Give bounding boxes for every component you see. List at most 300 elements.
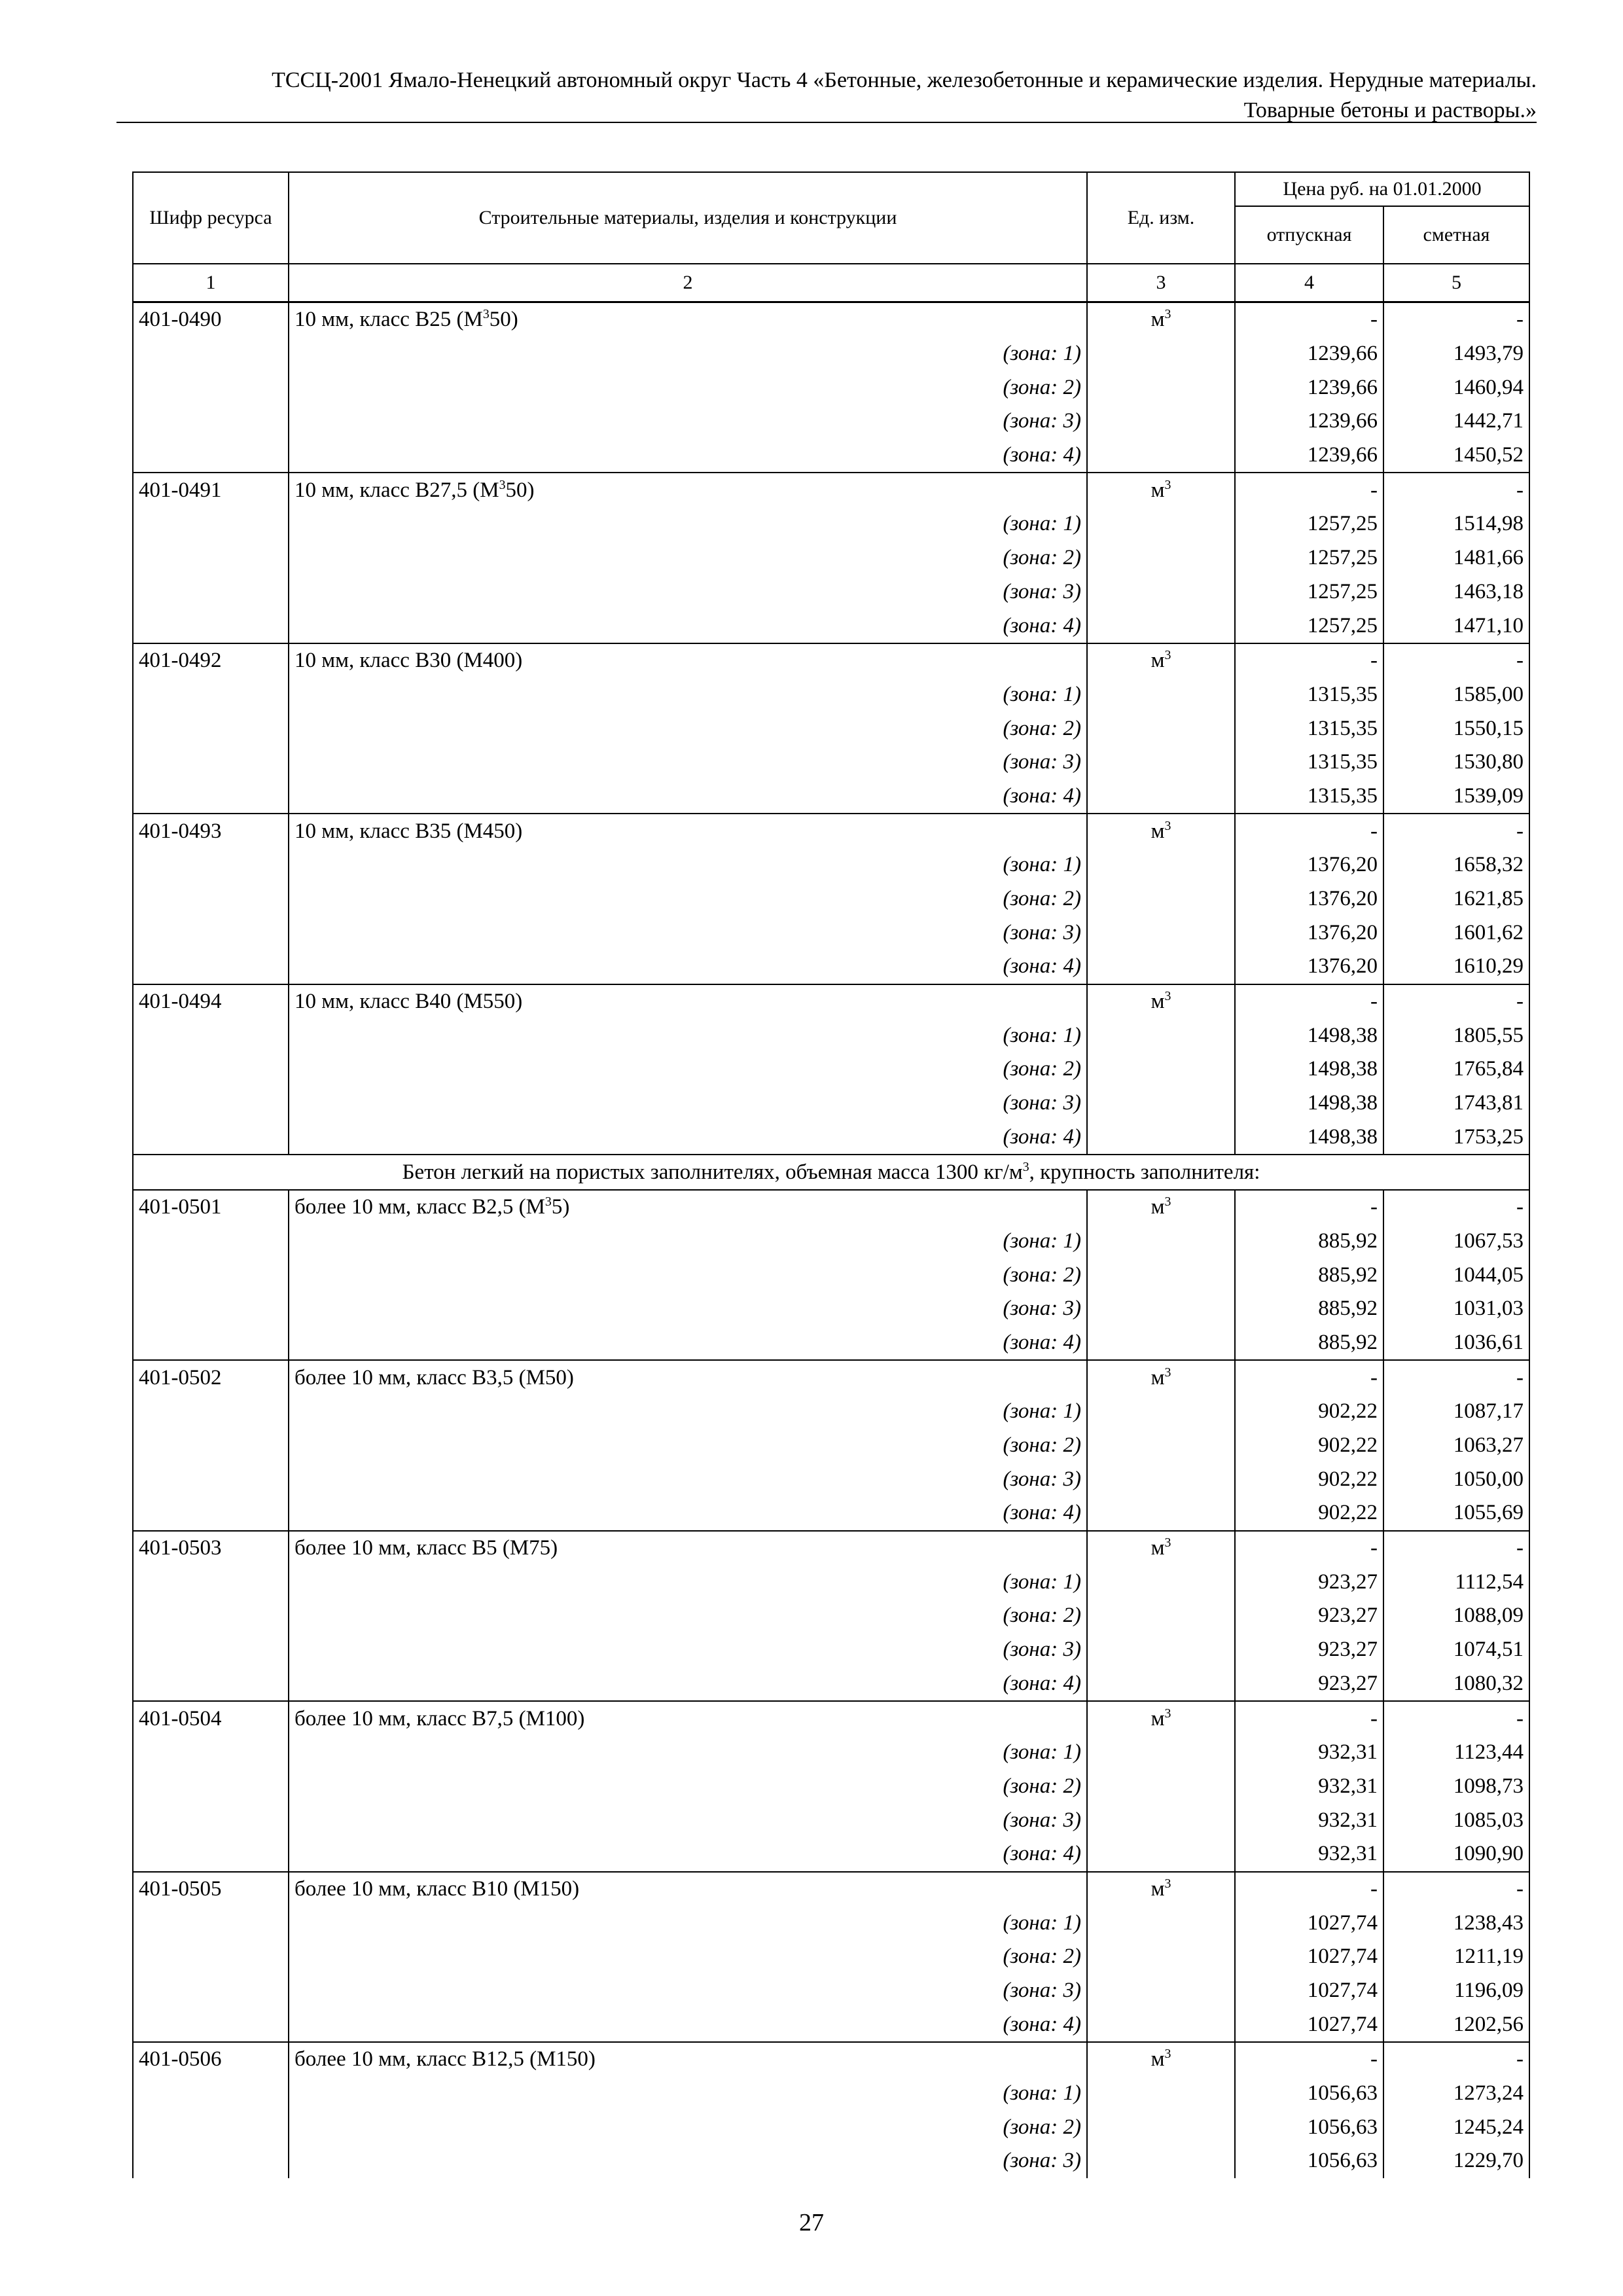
zone-unit-empty [1087, 1770, 1235, 1804]
unit-of-measure-superscript: 3 [1164, 989, 1171, 1004]
zone-code-empty [133, 1599, 289, 1633]
zone-unit-empty [1087, 575, 1235, 609]
zone-label-text: (зона: 2) [1003, 887, 1081, 911]
zone-row [133, 745, 1529, 780]
zone-label [289, 1258, 1087, 1292]
zone-release-price [1235, 507, 1383, 541]
estimate-price [1383, 473, 1529, 507]
zone-code-empty [133, 370, 289, 404]
zone-release-price-text: 932,31 [1318, 1842, 1378, 1866]
release-price-text: - [1370, 1876, 1378, 1901]
zone-release-price [1235, 370, 1383, 404]
unit-of-measure [1087, 1701, 1235, 1736]
zone-unit-empty [1087, 1940, 1235, 1974]
zone-release-price-text: 1027,74 [1307, 1945, 1378, 1969]
zone-estimate-price-text: 1753,25 [1453, 1124, 1524, 1149]
zone-label [289, 1225, 1087, 1259]
zone-row [133, 1429, 1529, 1463]
zone-release-price [1235, 404, 1383, 439]
zone-label-text: (зона: 1) [1003, 1023, 1081, 1047]
zone-code-empty [133, 1906, 289, 1940]
resource-code [133, 1360, 289, 1395]
zone-estimate-price [1383, 1667, 1529, 1702]
estimate-price [1383, 2042, 1529, 2077]
zone-release-price [1235, 1429, 1383, 1463]
unit-of-measure [1087, 1360, 1235, 1395]
zone-estimate-price-text: 1539,09 [1453, 783, 1524, 808]
zone-estimate-price-text: 1442,71 [1453, 409, 1524, 433]
zone-unit-empty [1087, 404, 1235, 439]
release-price-text: - [1370, 819, 1378, 843]
zone-label [289, 507, 1087, 541]
price-table [132, 171, 1530, 2178]
table-body [133, 302, 1529, 2178]
zone-release-price [1235, 541, 1383, 575]
header-title-line-2: Товарные бетоны и растворы.» [1243, 98, 1537, 122]
resource-row [133, 643, 1529, 678]
zone-label-text: (зона: 4) [1003, 613, 1081, 637]
estimate-price-text: - [1516, 649, 1524, 673]
zone-code-empty [133, 711, 289, 745]
zone-unit-empty [1087, 1121, 1235, 1155]
release-price-text: - [1370, 649, 1378, 673]
unit-of-measure [1087, 1872, 1235, 1907]
zone-release-price [1235, 609, 1383, 643]
resource-name-text-after: 50) [505, 478, 535, 502]
zone-unit-empty [1087, 541, 1235, 575]
release-price-text: - [1370, 2047, 1378, 2072]
zone-label [289, 745, 1087, 780]
unit-of-measure-superscript: 3 [1164, 477, 1171, 492]
zone-estimate-price [1383, 1121, 1529, 1155]
zone-estimate-price-text: 1238,43 [1453, 1910, 1524, 1935]
release-price-text: - [1370, 1706, 1378, 1731]
zone-row [133, 1292, 1529, 1326]
zone-unit-empty [1087, 609, 1235, 643]
estimate-price-text: - [1516, 478, 1524, 502]
zone-code-empty [133, 1633, 289, 1667]
zone-label [289, 711, 1087, 745]
zone-release-price-text: 1239,66 [1307, 342, 1378, 366]
zone-release-price-text: 923,27 [1318, 1570, 1378, 1594]
zone-estimate-price-text: 1743,81 [1453, 1091, 1524, 1115]
zone-estimate-price [1383, 507, 1529, 541]
zone-estimate-price [1383, 1974, 1529, 2008]
zone-release-price-text: 1376,20 [1307, 920, 1378, 944]
resource-name-text: более 10 мм, класс В3,5 (М50) [294, 1365, 574, 1390]
resource-code [133, 814, 289, 848]
unit-of-measure-text: м [1150, 1706, 1165, 1731]
zone-label [289, 882, 1087, 916]
zone-label-text: (зона: 4) [1003, 2012, 1081, 2036]
zone-label [289, 780, 1087, 814]
zone-code-empty [133, 439, 289, 473]
unit-of-measure-superscript: 3 [1164, 1535, 1171, 1551]
zone-release-price [1235, 950, 1383, 984]
zone-release-price [1235, 678, 1383, 712]
zone-estimate-price [1383, 711, 1529, 745]
zone-release-price [1235, 780, 1383, 814]
zone-release-price-text: 902,22 [1318, 1433, 1378, 1458]
zone-estimate-price-text: 1211,19 [1454, 1945, 1524, 1969]
zone-label-text: (зона: 3) [1003, 579, 1081, 603]
release-price [1235, 1360, 1383, 1395]
zone-release-price [1235, 439, 1383, 473]
resource-code-text: 401-0505 [139, 1876, 222, 1901]
estimate-price-text: - [1516, 1195, 1524, 1219]
zone-code-empty [133, 882, 289, 916]
zone-unit-empty [1087, 1086, 1235, 1121]
zone-release-price [1235, 1462, 1383, 1496]
zone-label-text: (зона: 1) [1003, 1570, 1081, 1594]
zone-row [133, 1736, 1529, 1770]
zone-label-text: (зона: 1) [1003, 512, 1081, 536]
zone-estimate-price-text: 1245,24 [1453, 2115, 1524, 2139]
zone-estimate-price-text: 1460,94 [1453, 375, 1524, 399]
zone-estimate-price [1383, 1633, 1529, 1667]
unit-of-measure-text: м [1150, 478, 1165, 502]
zone-unit-empty [1087, 1837, 1235, 1872]
zone-label-text: (зона: 3) [1003, 409, 1081, 433]
zone-label-text: (зона: 3) [1003, 1638, 1081, 1662]
zone-estimate-price [1383, 1258, 1529, 1292]
resource-row [133, 1531, 1529, 1566]
zone-estimate-price-text: 1202,56 [1453, 2012, 1524, 2036]
header-divider [116, 122, 1537, 123]
zone-estimate-price [1383, 1462, 1529, 1496]
resource-code-text: 401-0502 [139, 1365, 222, 1390]
zone-code-empty [133, 2077, 289, 2111]
zone-row [133, 507, 1529, 541]
zone-estimate-price [1383, 1395, 1529, 1429]
estimate-price [1383, 1190, 1529, 1225]
resource-name-text: 10 мм, класс В40 (М550) [294, 990, 523, 1014]
zone-label-text: (зона: 3) [1003, 1979, 1081, 2003]
resource-row [133, 1360, 1529, 1395]
zone-estimate-price [1383, 1565, 1529, 1599]
page-header [116, 65, 1537, 126]
resource-name-text: 10 мм, класс В35 (М450) [294, 819, 523, 843]
zone-unit-empty [1087, 2007, 1235, 2042]
unit-of-measure [1087, 643, 1235, 678]
zone-label-text: (зона: 3) [1003, 750, 1081, 774]
zone-estimate-price [1383, 950, 1529, 984]
zone-label [289, 916, 1087, 950]
zone-release-price [1235, 1837, 1383, 1872]
resource-name-text: 10 мм, класс В30 (М400) [294, 649, 523, 673]
zone-code-empty [133, 1258, 289, 1292]
unit-of-measure-superscript: 3 [1164, 307, 1171, 322]
column-number: 2 [289, 264, 1087, 302]
resource-code [133, 2042, 289, 2077]
zone-unit-empty [1087, 1395, 1235, 1429]
zone-estimate-price-text: 1087,17 [1453, 1399, 1524, 1424]
zone-release-price-text: 923,27 [1318, 1604, 1378, 1628]
zone-code-empty [133, 916, 289, 950]
zone-row [133, 575, 1529, 609]
zone-label-text: (зона: 1) [1003, 1399, 1081, 1424]
zone-row [133, 1599, 1529, 1633]
unit-of-measure [1087, 1531, 1235, 1566]
zone-code-empty [133, 1086, 289, 1121]
release-price [1235, 302, 1383, 337]
zone-row [133, 780, 1529, 814]
zone-release-price [1235, 848, 1383, 882]
column-number: 3 [1087, 264, 1235, 302]
zone-release-price-text: 1027,74 [1307, 1979, 1378, 2003]
zone-code-empty [133, 1395, 289, 1429]
zone-label [289, 1736, 1087, 1770]
resource-row [133, 1701, 1529, 1736]
zone-label [289, 1395, 1087, 1429]
zone-estimate-price [1383, 337, 1529, 371]
unit-of-measure-text: м [1150, 2047, 1165, 2072]
zone-estimate-price [1383, 882, 1529, 916]
resource-name-text: более 10 мм, класс В5 (М75) [294, 1536, 558, 1560]
zone-release-price-text: 1498,38 [1307, 1124, 1378, 1149]
estimate-price [1383, 1701, 1529, 1736]
zone-release-price [1235, 1803, 1383, 1837]
resource-row [133, 814, 1529, 848]
zone-release-price [1235, 1599, 1383, 1633]
zone-label-text: (зона: 1) [1003, 1740, 1081, 1765]
estimate-price [1383, 1531, 1529, 1566]
zone-label-text: (зона: 4) [1003, 1842, 1081, 1866]
zone-estimate-price-text: 1450,52 [1453, 443, 1524, 467]
zone-unit-empty [1087, 1633, 1235, 1667]
zone-unit-empty [1087, 1462, 1235, 1496]
zone-code-empty [133, 1940, 289, 1974]
zone-estimate-price-text: 1471,10 [1453, 613, 1524, 637]
zone-estimate-price [1383, 575, 1529, 609]
zone-release-price [1235, 2007, 1383, 2042]
zone-estimate-price-text: 1273,24 [1453, 2081, 1524, 2106]
zone-code-empty [133, 1837, 289, 1872]
resource-row [133, 302, 1529, 337]
zone-label [289, 1496, 1087, 1531]
zone-label [289, 2110, 1087, 2144]
zone-code-empty [133, 1803, 289, 1837]
zone-release-price-text: 932,31 [1318, 1740, 1378, 1765]
section-heading-row [133, 1155, 1529, 1190]
zone-release-price [1235, 1225, 1383, 1259]
release-price [1235, 814, 1383, 848]
zone-estimate-price [1383, 916, 1529, 950]
zone-release-price-text: 885,92 [1318, 1330, 1378, 1354]
zone-row [133, 1121, 1529, 1155]
unit-of-measure [1087, 473, 1235, 507]
resource-row [133, 1872, 1529, 1907]
zone-estimate-price [1383, 1906, 1529, 1940]
zone-estimate-price [1383, 2077, 1529, 2111]
resource-row [133, 473, 1529, 507]
zone-label-text: (зона: 2) [1003, 1057, 1081, 1081]
zone-estimate-price [1383, 780, 1529, 814]
zone-estimate-price-text: 1067,53 [1453, 1229, 1524, 1253]
resource-row [133, 1190, 1529, 1225]
zone-row [133, 541, 1529, 575]
zone-row [133, 370, 1529, 404]
release-price [1235, 1190, 1383, 1225]
release-price [1235, 473, 1383, 507]
resource-name [289, 1872, 1087, 1907]
resource-name [289, 643, 1087, 678]
unit-of-measure-superscript: 3 [1164, 648, 1171, 663]
zone-code-empty [133, 1292, 289, 1326]
zone-label [289, 1599, 1087, 1633]
zone-row [133, 1052, 1529, 1086]
zone-estimate-price [1383, 1940, 1529, 1974]
release-price [1235, 2042, 1383, 2077]
zone-release-price-text: 923,27 [1318, 1671, 1378, 1695]
zone-unit-empty [1087, 1326, 1235, 1361]
release-price [1235, 1872, 1383, 1907]
zone-release-price-text: 1376,20 [1307, 887, 1378, 911]
unit-of-measure-text: м [1150, 1365, 1165, 1390]
zone-release-price-text: 923,27 [1318, 1638, 1378, 1662]
zone-label [289, 1667, 1087, 1702]
zone-release-price [1235, 1052, 1383, 1086]
zone-label-text: (зона: 4) [1003, 783, 1081, 808]
zone-release-price-text: 932,31 [1318, 1774, 1378, 1798]
unit-of-measure [1087, 984, 1235, 1019]
unit-of-measure-text: м [1150, 990, 1165, 1014]
resource-name [289, 1701, 1087, 1736]
zone-label-text: (зона: 4) [1003, 1501, 1081, 1525]
unit-of-measure-superscript: 3 [1164, 1876, 1171, 1891]
zone-release-price [1235, 1018, 1383, 1052]
resource-name [289, 1360, 1087, 1395]
zone-label-text: (зона: 2) [1003, 1604, 1081, 1628]
zone-label-text: (зона: 4) [1003, 1330, 1081, 1354]
zone-estimate-price-text: 1585,00 [1453, 682, 1524, 706]
unit-of-measure-text: м [1150, 819, 1165, 843]
zone-estimate-price-text: 1031,03 [1453, 1297, 1524, 1321]
zone-label [289, 337, 1087, 371]
zone-estimate-price-text: 1080,32 [1453, 1671, 1524, 1695]
zone-unit-empty [1087, 1052, 1235, 1086]
zone-label [289, 1086, 1087, 1121]
resource-code [133, 473, 289, 507]
resource-code [133, 302, 289, 337]
zone-release-price-text: 1056,63 [1307, 2149, 1378, 2173]
zone-release-price-text: 1257,25 [1307, 579, 1378, 603]
resource-name [289, 302, 1087, 337]
zone-release-price-text: 1056,63 [1307, 2115, 1378, 2139]
zone-label [289, 1906, 1087, 1940]
resource-code [133, 1531, 289, 1566]
column-header-name: Строительные материалы, изделия и конструкции [289, 172, 1087, 264]
zone-label-text: (зона: 3) [1003, 1467, 1081, 1491]
resource-name-text: 10 мм, класс В27,5 (М [294, 478, 499, 502]
column-header-code: Шифр ресурса [133, 172, 289, 264]
zone-code-empty [133, 404, 289, 439]
zone-row [133, 1258, 1529, 1292]
zone-release-price [1235, 1292, 1383, 1326]
zone-estimate-price [1383, 541, 1529, 575]
zone-estimate-price-text: 1063,27 [1453, 1433, 1524, 1458]
zone-code-empty [133, 1225, 289, 1259]
zone-estimate-price [1383, 1292, 1529, 1326]
estimate-price [1383, 1360, 1529, 1395]
zone-label [289, 950, 1087, 984]
zone-row [133, 678, 1529, 712]
zone-release-price [1235, 1565, 1383, 1599]
zone-code-empty [133, 1121, 289, 1155]
column-header-unit: Ед. изм. [1087, 172, 1235, 264]
unit-of-measure-text: м [1150, 1195, 1165, 1219]
resource-name-text: 10 мм, класс В25 (М [294, 308, 483, 332]
zone-estimate-price-text: 1090,90 [1453, 1842, 1524, 1866]
zone-row [133, 2077, 1529, 2111]
zone-unit-empty [1087, 507, 1235, 541]
zone-code-empty [133, 1429, 289, 1463]
zone-unit-empty [1087, 1258, 1235, 1292]
zone-code-empty [133, 2007, 289, 2042]
zone-label [289, 541, 1087, 575]
zone-row [133, 609, 1529, 643]
zone-label-text: (зона: 3) [1003, 2149, 1081, 2173]
zone-code-empty [133, 541, 289, 575]
column-header-estimate-price: сметная [1383, 206, 1529, 264]
zone-estimate-price-text: 1514,98 [1453, 512, 1524, 536]
zone-row [133, 1565, 1529, 1599]
zone-code-empty [133, 1018, 289, 1052]
zone-code-empty [133, 1052, 289, 1086]
zone-row [133, 404, 1529, 439]
estimate-price [1383, 984, 1529, 1019]
zone-estimate-price [1383, 1599, 1529, 1633]
zone-release-price [1235, 1496, 1383, 1531]
zone-estimate-price-text: 1044,05 [1453, 1263, 1524, 1287]
zone-release-price-text: 1257,25 [1307, 613, 1378, 637]
zone-release-price [1235, 916, 1383, 950]
zone-estimate-price [1383, 1086, 1529, 1121]
zone-row [133, 1803, 1529, 1837]
zone-label-text: (зона: 2) [1003, 716, 1081, 740]
zone-release-price [1235, 1633, 1383, 1667]
zone-row [133, 2110, 1529, 2144]
zone-label-text: (зона: 3) [1003, 1297, 1081, 1321]
unit-of-measure-text: м [1150, 649, 1165, 673]
zone-estimate-price [1383, 848, 1529, 882]
estimate-price-text: - [1516, 308, 1524, 332]
resource-name-text-after: 5) [551, 1195, 570, 1219]
zone-label [289, 2077, 1087, 2111]
release-price-text: - [1370, 1365, 1378, 1390]
zone-row [133, 882, 1529, 916]
zone-row [133, 1837, 1529, 1872]
zone-release-price-text: 1239,66 [1307, 375, 1378, 399]
resource-name-text: более 10 мм, класс В7,5 (М100) [294, 1706, 585, 1731]
zone-code-empty [133, 2110, 289, 2144]
zone-label-text: (зона: 4) [1003, 1671, 1081, 1695]
column-number: 1 [133, 264, 289, 302]
zone-label [289, 1429, 1087, 1463]
zone-label-text: (зона: 2) [1003, 375, 1081, 399]
unit-of-measure [1087, 1190, 1235, 1225]
zone-label [289, 1770, 1087, 1804]
zone-estimate-price-text: 1621,85 [1453, 887, 1524, 911]
zone-code-empty [133, 780, 289, 814]
zone-estimate-price [1383, 439, 1529, 473]
zone-code-empty [133, 2144, 289, 2178]
resource-code [133, 1872, 289, 1907]
zone-unit-empty [1087, 848, 1235, 882]
zone-code-empty [133, 848, 289, 882]
zone-unit-empty [1087, 370, 1235, 404]
column-number: 4 [1235, 264, 1383, 302]
